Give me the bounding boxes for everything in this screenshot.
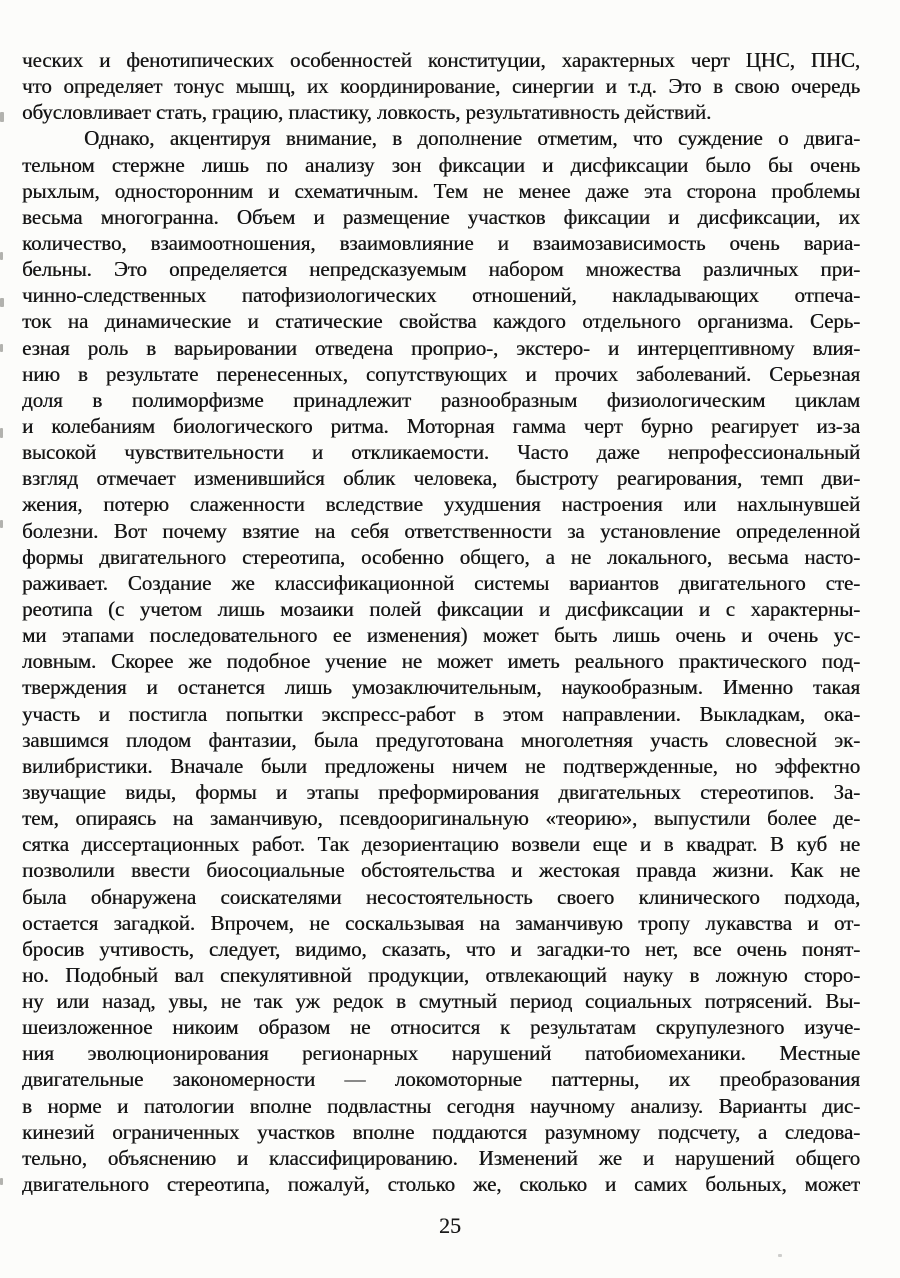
text-line: Однако, акцентируя внимание, в дополнение отметим, что суждение о двига- [84, 126, 860, 151]
text-line: тем, опираясь на заманчивую, псевдооригинальную «теорию», выпустили более де- [22, 806, 860, 831]
text-line: ми этапами последовательного ее изменения) может быть лишь очень и очень ус- [22, 623, 860, 648]
text-line: обусловливает стать, грацию, пластику, ловкость, результативность действий. [22, 100, 712, 125]
scan-artifact [0, 520, 3, 528]
text-line: езная роль в варьировании отведена проприо-, экстеро- и интерцептивному влия- [22, 335, 860, 360]
text-line: рыхлым, односторонним и схематичным. Тем не менее даже эта сторона проблемы [22, 178, 860, 203]
text-line: тверждения и останется лишь умозаключительным, наукообразным. Именно такая [22, 675, 860, 700]
text-line: ток на динамические и статические свойства каждого отдельного организма. Серь- [22, 309, 860, 334]
text-line: двигательные закономерности — локомоторные паттерны, их преобразования [22, 1067, 860, 1092]
text-line: ну или назад, увы, не так уж редок в смутный период социальных потрясений. Вы- [22, 989, 860, 1014]
text-line: завшимся плодом фантазии, была предуготована многолетняя участь словесной эк- [22, 727, 860, 752]
text-line: доля в полиморфизме принадлежит разнообразным физиологическим циклам [22, 387, 860, 412]
page-text [22, 47, 860, 1197]
scan-artifact [0, 112, 4, 122]
text-line: болезни. Вот почему взятие на себя ответственности за установление определенной [22, 518, 860, 543]
scan-artifact [0, 298, 4, 307]
text-line: шеизложенное никоим образом не относится к результатам скрупулезного изуче- [22, 1015, 860, 1040]
text-line: вилибристики. Вначале были предложены ничем не подтвержденные, но эффектно [22, 753, 860, 778]
text-line: кинезий ограниченных участков вполне поддаются разумному подсчету, а следова- [22, 1119, 860, 1144]
text-line: ния эволюционирования регионарных нарушений патобиомеханики. Местные [22, 1041, 860, 1066]
text-line: участь и постигла попытки экспресс-работ в этом направлении. Выкладкам, ока- [22, 701, 860, 726]
text-line: тельно, объяснению и классифицированию. Изменений же и нарушений общего [22, 1145, 860, 1170]
text-line: что определяет тонус мышц, их координирование, синергии и т.д. Это в свою очередь [22, 74, 860, 99]
text-line: ловным. Скорее же подобное учение не может иметь реального практического под- [22, 649, 860, 674]
text-line: высокой чувствительности и откликаемости. Часто даже непрофессиональный [22, 440, 860, 465]
scan-artifact [0, 344, 3, 352]
text-line: звучащие виды, формы и этапы преформирования двигательных стереотипов. За- [22, 779, 860, 804]
text-line: нию в результате перенесенных, сопутствующих и прочих заболеваний. Серьезная [22, 361, 860, 386]
text-line: весьма многогранна. Объем и размещение участков фиксации и дисфиксации, их [22, 204, 860, 229]
text-line: остается загадкой. Впрочем, не соскальзывая на заманчивую тропу лукавства и от- [22, 910, 860, 935]
text-line: формы двигательного стереотипа, особенно общего, а не локального, весьма насто- [22, 544, 860, 569]
scan-artifact [0, 252, 3, 260]
text-line: взгляд отмечает изменившийся облик человека, быстроту реагирования, темп дви- [22, 466, 860, 491]
text-line: бельны. Это определяется непредсказуемым набором множества различных при- [22, 257, 860, 282]
text-line: чинно-следственных патофизиологических отношений, накладывающих отпеча- [22, 283, 860, 308]
scan-artifact [778, 1254, 782, 1257]
text-line: реотипа (с учетом лишь мозаики полей фиксации и дисфиксации и с характерны- [22, 596, 860, 621]
text-line: количество, взаимоотношения, взаимовлияние и взаимозависимость очень вариа- [22, 230, 860, 255]
text-line: тельном стержне лишь по анализу зон фиксации и дисфиксации было бы очень [22, 152, 860, 177]
text-line: раживает. Создание же классификационной системы вариантов двигательного сте- [22, 570, 860, 595]
text-line: была обнаружена соискателями несостоятельность своего клинического подхода, [22, 884, 860, 909]
text-line: в норме и патологии вполне подвластны сегодня научному анализу. Варианты дис- [22, 1093, 860, 1118]
text-line: ческих и фенотипических особенностей конституции, характерных черт ЦНС, ПНС, [22, 48, 860, 72]
text-line: позволили ввести биосоциальные обстоятельства и жестокая правда жизни. Как не [22, 858, 860, 883]
text-line: бросив учтивость, следует, видимо, сказать, что и загадки-то нет, все очень понят- [22, 936, 860, 961]
text-line: двигательного стереотипа, пожалуй, столько же, сколько и самих больных, может [22, 1172, 860, 1197]
page-number: 25 [439, 1213, 461, 1238]
text-line: жения, потерю слаженности вследствие ухудшения настроения или нахлынувшей [22, 492, 860, 517]
text-line: сятка диссертационных работ. Так дезориентацию возвели еще и в квадрат. В куб не [22, 832, 860, 857]
text-line: и колебаниям биологического ритма. Моторная гамма черт бурно реагирует из-за [22, 413, 860, 438]
text-line: но. Подобный вал спекулятивной продукции, отвлекающий науку в ложную сторо- [22, 962, 860, 987]
scan-artifact [0, 1178, 3, 1185]
scan-artifact [0, 428, 3, 438]
